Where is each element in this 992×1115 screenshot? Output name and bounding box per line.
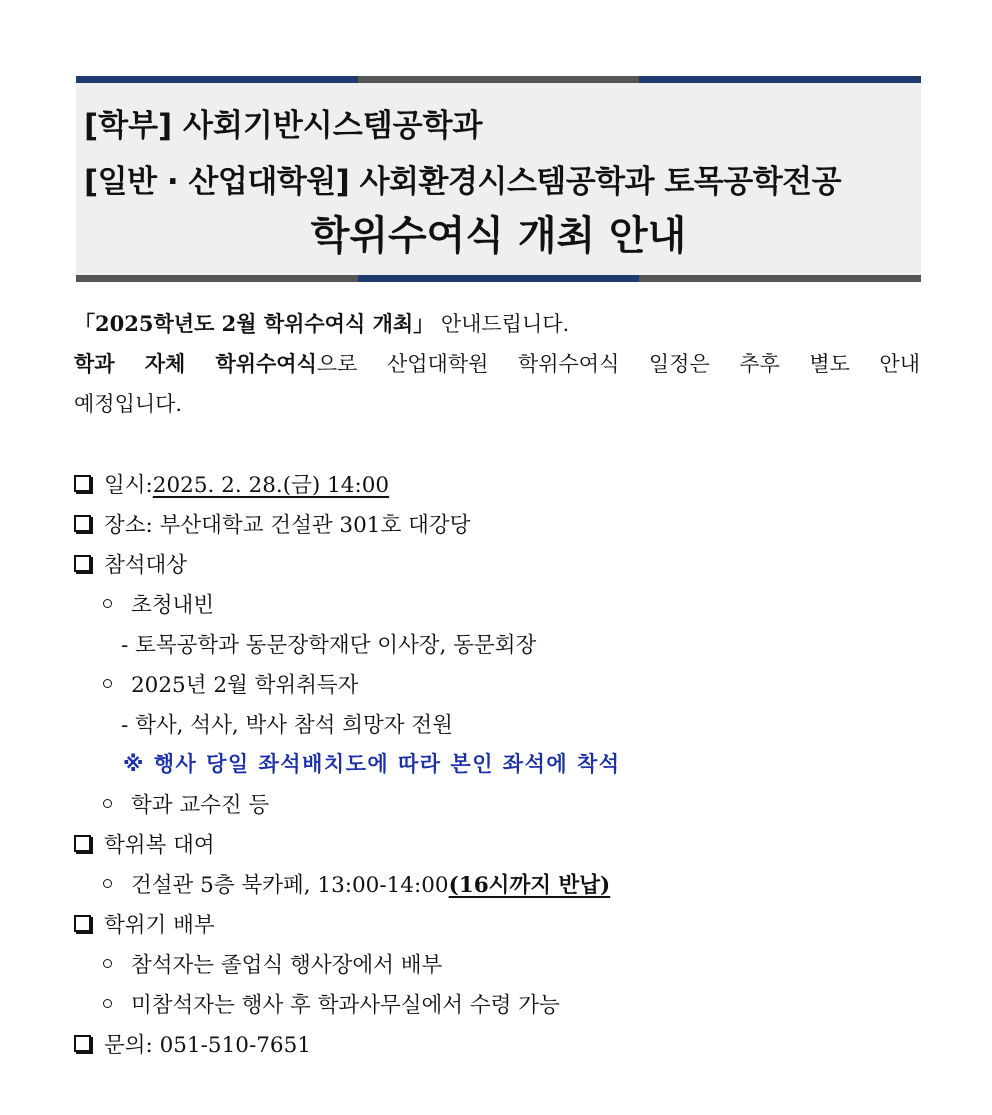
item-faculty — [103, 788, 269, 818]
item-graduates — [103, 668, 358, 698]
bullet-circle-icon — [103, 999, 112, 1008]
item-datetime — [74, 468, 389, 498]
seating-notice-text: ※ 행사 당일 좌석배치도에 따라 본인 좌석에 착석 — [123, 752, 621, 776]
item-contact — [74, 1028, 311, 1058]
diploma-detail-absentees: 미참석자는 행사 후 학과사무실에서 수령 가능 — [131, 992, 560, 1018]
bullet-circle-icon — [103, 599, 112, 608]
intro-line-2-rest: 으로 산업대학원 학위수여식 일정은 추후 별도 안내 — [316, 352, 920, 376]
contact-text: 문의: 051-510-7651 — [104, 1032, 311, 1058]
item-diploma-detail-2 — [103, 988, 560, 1018]
intro-line-3: 예정입니다. — [74, 392, 183, 416]
bullet-circle-icon — [103, 959, 112, 968]
item-invited-detail — [121, 628, 536, 658]
banner-title-graduate: [일반 · 산업대학원] 사회환경시스템공학과 토목공학전공 — [84, 164, 842, 200]
graduates-detail-text: - 학사, 석사, 박사 참석 희망자 전원 — [121, 712, 453, 738]
item-graduates-detail — [121, 708, 453, 738]
bullet-circle-icon — [103, 799, 112, 808]
item-invited — [103, 588, 214, 618]
item-gown-detail — [103, 868, 610, 898]
datetime-label: 일시: — [104, 472, 153, 498]
item-attendees — [74, 548, 187, 578]
intro-line-2 — [74, 344, 920, 384]
attendees-label: 참석대상 — [104, 552, 188, 578]
banner-bottom-bar — [76, 275, 921, 282]
gown-label: 학위복 대여 — [104, 832, 215, 858]
invited-label: 초청내빈 — [131, 592, 215, 618]
bullet-circle-icon — [103, 879, 112, 888]
intro-line-1-rest: 안내드립니다. — [434, 312, 570, 336]
item-gown — [74, 828, 215, 858]
place-text: 장소: 부산대학교 건설관 301호 대강당 — [104, 512, 471, 538]
intro-line-1 — [74, 304, 920, 344]
gown-return-note: (16시까지 반납) — [448, 872, 611, 898]
checkbox-icon — [74, 515, 91, 532]
item-place — [74, 508, 470, 538]
faculty-label: 학과 교수진 등 — [131, 792, 270, 818]
invited-detail-text: - 토목공학과 동문장학재단 이사장, 동문회장 — [121, 632, 537, 658]
item-diploma-detail-1 — [103, 948, 442, 978]
checkbox-icon — [74, 1035, 91, 1052]
graduates-label: 2025년 2월 학위취득자 — [131, 672, 359, 698]
item-diploma — [74, 908, 215, 938]
checkbox-icon — [74, 475, 91, 492]
title-banner — [76, 76, 921, 282]
intro-event-title: 「2025학년도 2월 학위수여식 개최」 — [74, 311, 435, 336]
checkbox-icon — [74, 915, 91, 932]
datetime-value: 2025. 2. 28.(금) 14:00 — [152, 472, 390, 498]
item-seating-notice — [123, 748, 621, 778]
intro-paragraph — [74, 304, 920, 424]
banner-top-bar — [76, 76, 921, 83]
diploma-detail-attendees: 참석자는 졸업식 행사장에서 배부 — [131, 952, 443, 978]
intro-bold-phrase: 학과 자체 학위수여식 — [74, 351, 317, 376]
gown-detail-text: 건설관 5층 북카페, 13:00-14:00 — [131, 872, 449, 898]
bullet-circle-icon — [103, 679, 112, 688]
banner-title-main: 학위수여식 개최 안내 — [310, 213, 687, 259]
checkbox-icon — [74, 555, 91, 572]
banner-title-department: [학부] 사회기반시스템공학과 — [84, 108, 483, 144]
diploma-label: 학위기 배부 — [104, 912, 215, 938]
checkbox-icon — [74, 835, 91, 852]
